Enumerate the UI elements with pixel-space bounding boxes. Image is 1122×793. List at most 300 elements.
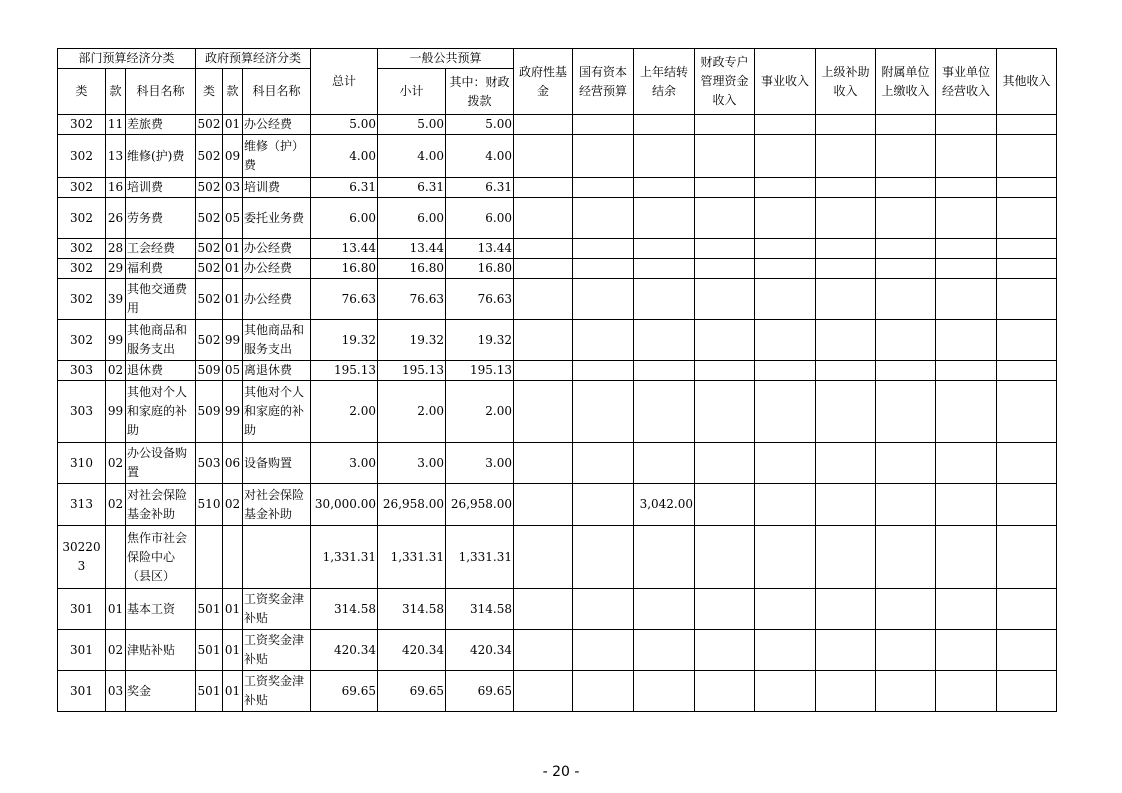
dept-kuan-cell: 39	[106, 279, 126, 320]
dept-kuan-cell: 01	[106, 589, 126, 630]
state-capital-cell	[573, 361, 634, 381]
dept-subject-cell: 工会经费	[126, 239, 196, 259]
table-row	[58, 671, 1057, 712]
fiscal-allot-cell: 5.00	[446, 115, 514, 135]
dept-lei-cell: 310	[58, 443, 106, 484]
subtotal-cell: 19.32	[378, 320, 446, 361]
state-capital-cell	[573, 381, 634, 443]
total-cell: 4.00	[311, 135, 378, 178]
gov-fund-cell	[514, 115, 573, 135]
business-ops-cell	[936, 178, 997, 198]
affiliated-remit-cell	[876, 443, 936, 484]
dept-class-header: 部门预算经济分类	[58, 49, 196, 69]
gov-kuan-cell	[223, 526, 243, 589]
gov-subject-cell: 其他商品和服务支出	[243, 320, 311, 361]
gov-subject-cell: 其他对个人和家庭的补助	[243, 381, 311, 443]
subtotal-cell: 69.65	[378, 671, 446, 712]
business-income-cell	[755, 671, 816, 712]
superior-subsidy-cell	[816, 178, 876, 198]
dept-kuan-cell: 13	[106, 135, 126, 178]
gov-subject-cell	[243, 526, 311, 589]
carryover-header: 上年结转结余	[634, 49, 695, 115]
special-mgmt-cell	[695, 259, 755, 279]
business-income-cell	[755, 630, 816, 671]
gov-lei-cell: 503	[196, 443, 223, 484]
gov-subject-cell: 离退休费	[243, 361, 311, 381]
carryover-cell	[634, 259, 695, 279]
dept-subject-cell: 其他对个人和家庭的补助	[126, 381, 196, 443]
state-capital-cell	[573, 198, 634, 239]
fiscal-allot-cell: 6.31	[446, 178, 514, 198]
business-income-cell	[755, 361, 816, 381]
total-cell: 13.44	[311, 239, 378, 259]
gov-subject-cell: 工资奖金津补贴	[243, 589, 311, 630]
business-ops-cell	[936, 630, 997, 671]
affiliated-remit-header: 附属单位上缴收入	[876, 49, 936, 115]
gov-lei-cell: 502	[196, 259, 223, 279]
other-income-cell	[997, 589, 1057, 630]
affiliated-remit-cell	[876, 381, 936, 443]
dept-subject-cell: 焦作市社会保险中心（县区）	[126, 526, 196, 589]
gov-lei-cell: 502	[196, 239, 223, 259]
affiliated-remit-cell	[876, 279, 936, 320]
table-row	[58, 115, 1057, 135]
dept-kuan-cell: 16	[106, 178, 126, 198]
affiliated-remit-cell	[876, 526, 936, 589]
fiscal-allot-cell: 3.00	[446, 443, 514, 484]
gov-subject-cell: 培训费	[243, 178, 311, 198]
gov-lei-cell: 502	[196, 320, 223, 361]
business-ops-cell	[936, 320, 997, 361]
total-header: 总计	[311, 49, 378, 115]
business-ops-cell	[936, 484, 997, 526]
fiscal-allot-cell: 4.00	[446, 135, 514, 178]
special-mgmt-cell	[695, 630, 755, 671]
carryover-cell	[634, 320, 695, 361]
superior-subsidy-cell	[816, 320, 876, 361]
gov-lei-cell: 501	[196, 671, 223, 712]
subtotal-cell: 195.13	[378, 361, 446, 381]
superior-subsidy-cell	[816, 135, 876, 178]
business-income-cell	[755, 115, 816, 135]
special-mgmt-cell	[695, 198, 755, 239]
gov-subject-cell: 委托业务费	[243, 198, 311, 239]
subtotal-cell: 13.44	[378, 239, 446, 259]
special-mgmt-cell	[695, 484, 755, 526]
other-income-cell	[997, 526, 1057, 589]
business-income-cell	[755, 135, 816, 178]
dept-kuan-cell: 02	[106, 484, 126, 526]
table-row	[58, 443, 1057, 484]
dept-lei-cell: 313	[58, 484, 106, 526]
subtotal-cell: 6.00	[378, 198, 446, 239]
dept-kuan-header: 款	[106, 69, 126, 115]
other-income-cell	[997, 671, 1057, 712]
fiscal-allot-cell: 19.32	[446, 320, 514, 361]
superior-subsidy-cell	[816, 239, 876, 259]
superior-subsidy-cell	[816, 671, 876, 712]
superior-subsidy-header: 上级补助收入	[816, 49, 876, 115]
gov-subject-header: 科目名称	[243, 69, 311, 115]
gov-lei-cell: 502	[196, 115, 223, 135]
gov-fund-cell	[514, 135, 573, 178]
state-capital-cell	[573, 259, 634, 279]
business-income-cell	[755, 178, 816, 198]
fiscal-allot-cell: 2.00	[446, 381, 514, 443]
dept-kuan-cell: 99	[106, 320, 126, 361]
page-number: - 20 -	[542, 764, 580, 780]
gov-lei-cell: 502	[196, 178, 223, 198]
gov-fund-cell	[514, 239, 573, 259]
carryover-cell	[634, 443, 695, 484]
fiscal-allot-cell: 16.80	[446, 259, 514, 279]
superior-subsidy-cell	[816, 630, 876, 671]
gov-lei-cell	[196, 526, 223, 589]
special-mgmt-cell	[695, 671, 755, 712]
business-income-cell	[755, 526, 816, 589]
superior-subsidy-cell	[816, 443, 876, 484]
affiliated-remit-cell	[876, 259, 936, 279]
business-ops-cell	[936, 135, 997, 178]
affiliated-remit-cell	[876, 361, 936, 381]
gov-subject-cell: 设备购置	[243, 443, 311, 484]
dept-lei-cell: 302	[58, 178, 106, 198]
state-capital-cell	[573, 671, 634, 712]
superior-subsidy-cell	[816, 589, 876, 630]
gov-fund-cell	[514, 484, 573, 526]
special-mgmt-cell	[695, 526, 755, 589]
subtotal-cell: 6.31	[378, 178, 446, 198]
other-income-cell	[997, 381, 1057, 443]
superior-subsidy-cell	[816, 361, 876, 381]
superior-subsidy-cell	[816, 526, 876, 589]
gov-kuan-cell: 01	[223, 115, 243, 135]
fiscal-allot-cell: 69.65	[446, 671, 514, 712]
carryover-cell	[634, 198, 695, 239]
dept-subject-cell: 奖金	[126, 671, 196, 712]
total-cell: 420.34	[311, 630, 378, 671]
dept-subject-cell: 维修(护)费	[126, 135, 196, 178]
dept-kuan-cell: 11	[106, 115, 126, 135]
gov-kuan-cell: 05	[223, 198, 243, 239]
superior-subsidy-cell	[816, 484, 876, 526]
dept-subject-cell: 退休费	[126, 361, 196, 381]
dept-subject-cell: 福利费	[126, 259, 196, 279]
gov-lei-cell: 502	[196, 135, 223, 178]
superior-subsidy-cell	[816, 115, 876, 135]
business-income-cell	[755, 381, 816, 443]
gov-fund-cell	[514, 630, 573, 671]
carryover-cell	[634, 178, 695, 198]
gov-kuan-cell: 01	[223, 671, 243, 712]
special-mgmt-cell	[695, 381, 755, 443]
other-income-cell	[997, 279, 1057, 320]
special-mgmt-cell	[695, 178, 755, 198]
dept-lei-cell: 303	[58, 381, 106, 443]
total-cell: 19.32	[311, 320, 378, 361]
gov-kuan-cell: 05	[223, 361, 243, 381]
gov-fund-cell	[514, 279, 573, 320]
dept-kuan-cell: 02	[106, 630, 126, 671]
table-row	[58, 484, 1057, 526]
gov-subject-cell: 维修（护）费	[243, 135, 311, 178]
table-row	[58, 361, 1057, 381]
special-mgmt-cell	[695, 115, 755, 135]
gov-lei-cell: 509	[196, 381, 223, 443]
business-ops-cell	[936, 115, 997, 135]
total-cell: 16.80	[311, 259, 378, 279]
dept-subject-cell: 差旅费	[126, 115, 196, 135]
dept-subject-cell: 对社会保险基金补助	[126, 484, 196, 526]
affiliated-remit-cell	[876, 671, 936, 712]
fiscal-allot-cell: 314.58	[446, 589, 514, 630]
gov-fund-cell	[514, 381, 573, 443]
gov-kuan-header: 款	[223, 69, 243, 115]
gov-fund-cell	[514, 198, 573, 239]
gov-subject-cell: 工资奖金津补贴	[243, 630, 311, 671]
fiscal-allot-cell: 76.63	[446, 279, 514, 320]
state-capital-cell	[573, 484, 634, 526]
business-ops-cell	[936, 279, 997, 320]
dept-lei-cell: 302	[58, 259, 106, 279]
subtotal-cell: 420.34	[378, 630, 446, 671]
subtotal-cell: 3.00	[378, 443, 446, 484]
fiscal-allot-cell: 195.13	[446, 361, 514, 381]
gov-kuan-cell: 01	[223, 239, 243, 259]
dept-lei-cell: 301	[58, 671, 106, 712]
dept-subject-cell: 培训费	[126, 178, 196, 198]
total-cell: 5.00	[311, 115, 378, 135]
gov-kuan-cell: 02	[223, 484, 243, 526]
table-row	[58, 381, 1057, 443]
dept-kuan-cell: 28	[106, 239, 126, 259]
gov-fund-cell	[514, 589, 573, 630]
other-income-cell	[997, 135, 1057, 178]
other-income-cell	[997, 443, 1057, 484]
carryover-cell	[634, 381, 695, 443]
business-income-header: 事业收入	[755, 49, 816, 115]
other-income-cell	[997, 259, 1057, 279]
affiliated-remit-cell	[876, 320, 936, 361]
affiliated-remit-cell	[876, 115, 936, 135]
subtotal-cell: 76.63	[378, 279, 446, 320]
business-income-cell	[755, 484, 816, 526]
total-cell: 69.65	[311, 671, 378, 712]
other-income-cell	[997, 630, 1057, 671]
total-cell: 6.00	[311, 198, 378, 239]
total-cell: 3.00	[311, 443, 378, 484]
dept-lei-cell: 302	[58, 239, 106, 259]
business-ops-cell	[936, 381, 997, 443]
total-cell: 76.63	[311, 279, 378, 320]
gov-fund-cell	[514, 361, 573, 381]
total-cell: 314.58	[311, 589, 378, 630]
other-income-cell	[997, 198, 1057, 239]
superior-subsidy-cell	[816, 259, 876, 279]
dept-lei-cell: 301	[58, 589, 106, 630]
dept-subject-header: 科目名称	[126, 69, 196, 115]
affiliated-remit-cell	[876, 178, 936, 198]
gov-subject-cell: 办公经费	[243, 259, 311, 279]
gov-kuan-cell: 06	[223, 443, 243, 484]
superior-subsidy-cell	[816, 279, 876, 320]
dept-lei-cell: 301	[58, 630, 106, 671]
table-row	[58, 589, 1057, 630]
dept-lei-cell: 303	[58, 361, 106, 381]
business-ops-cell	[936, 239, 997, 259]
business-ops-cell	[936, 361, 997, 381]
dept-subject-cell: 其他商品和服务支出	[126, 320, 196, 361]
subtotal-cell: 16.80	[378, 259, 446, 279]
business-income-cell	[755, 239, 816, 259]
state-capital-cell	[573, 135, 634, 178]
special-mgmt-header: 财政专户管理资金收入	[695, 49, 755, 115]
gov-lei-cell: 502	[196, 279, 223, 320]
general-budget-header: 一般公共预算	[378, 49, 514, 69]
business-income-cell	[755, 279, 816, 320]
special-mgmt-cell	[695, 279, 755, 320]
gov-kuan-cell: 03	[223, 178, 243, 198]
table-row	[58, 526, 1057, 589]
subtotal-cell: 26,958.00	[378, 484, 446, 526]
total-cell: 2.00	[311, 381, 378, 443]
carryover-cell	[634, 630, 695, 671]
fiscal-allot-cell: 13.44	[446, 239, 514, 259]
state-capital-cell	[573, 526, 634, 589]
other-income-cell	[997, 484, 1057, 526]
other-income-cell	[997, 115, 1057, 135]
gov-lei-cell: 501	[196, 589, 223, 630]
subtotal-cell: 5.00	[378, 115, 446, 135]
affiliated-remit-cell	[876, 239, 936, 259]
other-income-header: 其他收入	[997, 49, 1057, 115]
dept-subject-cell: 津贴补贴	[126, 630, 196, 671]
dept-kuan-cell: 02	[106, 443, 126, 484]
dept-kuan-cell	[106, 526, 126, 589]
business-ops-cell	[936, 198, 997, 239]
other-income-cell	[997, 178, 1057, 198]
carryover-cell: 3,042.00	[634, 484, 695, 526]
fiscal-allot-cell: 1,331.31	[446, 526, 514, 589]
state-capital-cell	[573, 630, 634, 671]
gov-fund-cell	[514, 320, 573, 361]
business-income-cell	[755, 259, 816, 279]
affiliated-remit-cell	[876, 135, 936, 178]
dept-lei-header: 类	[58, 69, 106, 115]
state-capital-cell	[573, 178, 634, 198]
gov-lei-header: 类	[196, 69, 223, 115]
budget-table	[57, 48, 1057, 712]
gov-kuan-cell: 01	[223, 279, 243, 320]
state-capital-cell	[573, 239, 634, 259]
total-cell: 195.13	[311, 361, 378, 381]
business-ops-header: 事业单位经营收入	[936, 49, 997, 115]
carryover-cell	[634, 115, 695, 135]
dept-kuan-cell: 02	[106, 361, 126, 381]
special-mgmt-cell	[695, 135, 755, 178]
special-mgmt-cell	[695, 443, 755, 484]
dept-lei-cell: 302	[58, 135, 106, 178]
dept-subject-cell: 劳务费	[126, 198, 196, 239]
total-cell: 30,000.00	[311, 484, 378, 526]
subtotal-cell: 4.00	[378, 135, 446, 178]
gov-lei-cell: 501	[196, 630, 223, 671]
dept-kuan-cell: 29	[106, 259, 126, 279]
total-cell: 1,331.31	[311, 526, 378, 589]
table-row	[58, 279, 1057, 320]
gov-fund-cell	[514, 259, 573, 279]
affiliated-remit-cell	[876, 198, 936, 239]
state-capital-cell	[573, 279, 634, 320]
carryover-cell	[634, 279, 695, 320]
carryover-cell	[634, 239, 695, 259]
table-row	[58, 239, 1057, 259]
superior-subsidy-cell	[816, 198, 876, 239]
state-capital-cell	[573, 443, 634, 484]
state-capital-cell	[573, 589, 634, 630]
gov-kuan-cell: 01	[223, 589, 243, 630]
business-ops-cell	[936, 671, 997, 712]
gov-fund-cell	[514, 443, 573, 484]
business-income-cell	[755, 589, 816, 630]
state-capital-cell	[573, 115, 634, 135]
fiscal-allot-cell: 6.00	[446, 198, 514, 239]
state-capital-header: 国有资本经营预算	[573, 49, 634, 115]
business-ops-cell	[936, 259, 997, 279]
gov-fund-cell	[514, 178, 573, 198]
gov-fund-cell	[514, 526, 573, 589]
special-mgmt-cell	[695, 589, 755, 630]
gov-subject-cell: 办公经费	[243, 239, 311, 259]
gov-fund-cell	[514, 671, 573, 712]
business-ops-cell	[936, 443, 997, 484]
table-row	[58, 630, 1057, 671]
gov-class-header: 政府预算经济分类	[196, 49, 311, 69]
business-income-cell	[755, 320, 816, 361]
carryover-cell	[634, 526, 695, 589]
dept-subject-cell: 其他交通费用	[126, 279, 196, 320]
carryover-cell	[634, 361, 695, 381]
carryover-cell	[634, 671, 695, 712]
table-row	[58, 259, 1057, 279]
carryover-cell	[634, 135, 695, 178]
subtotal-cell: 2.00	[378, 381, 446, 443]
dept-kuan-cell: 03	[106, 671, 126, 712]
business-income-cell	[755, 443, 816, 484]
affiliated-remit-cell	[876, 589, 936, 630]
gov-subject-cell: 工资奖金津补贴	[243, 671, 311, 712]
subtotal-header: 小计	[378, 69, 446, 115]
gov-fund-header: 政府性基金	[514, 49, 573, 115]
other-income-cell	[997, 320, 1057, 361]
dept-kuan-cell: 26	[106, 198, 126, 239]
affiliated-remit-cell	[876, 630, 936, 671]
special-mgmt-cell	[695, 361, 755, 381]
gov-lei-cell: 510	[196, 484, 223, 526]
dept-kuan-cell: 99	[106, 381, 126, 443]
other-income-cell	[997, 239, 1057, 259]
business-ops-cell	[936, 589, 997, 630]
dept-subject-cell: 基本工资	[126, 589, 196, 630]
total-cell: 6.31	[311, 178, 378, 198]
table-row	[58, 320, 1057, 361]
gov-lei-cell: 502	[196, 198, 223, 239]
gov-subject-cell: 对社会保险基金补助	[243, 484, 311, 526]
dept-lei-cell: 302	[58, 115, 106, 135]
gov-subject-cell: 办公经费	[243, 115, 311, 135]
gov-subject-cell: 办公经费	[243, 279, 311, 320]
gov-kuan-cell: 09	[223, 135, 243, 178]
